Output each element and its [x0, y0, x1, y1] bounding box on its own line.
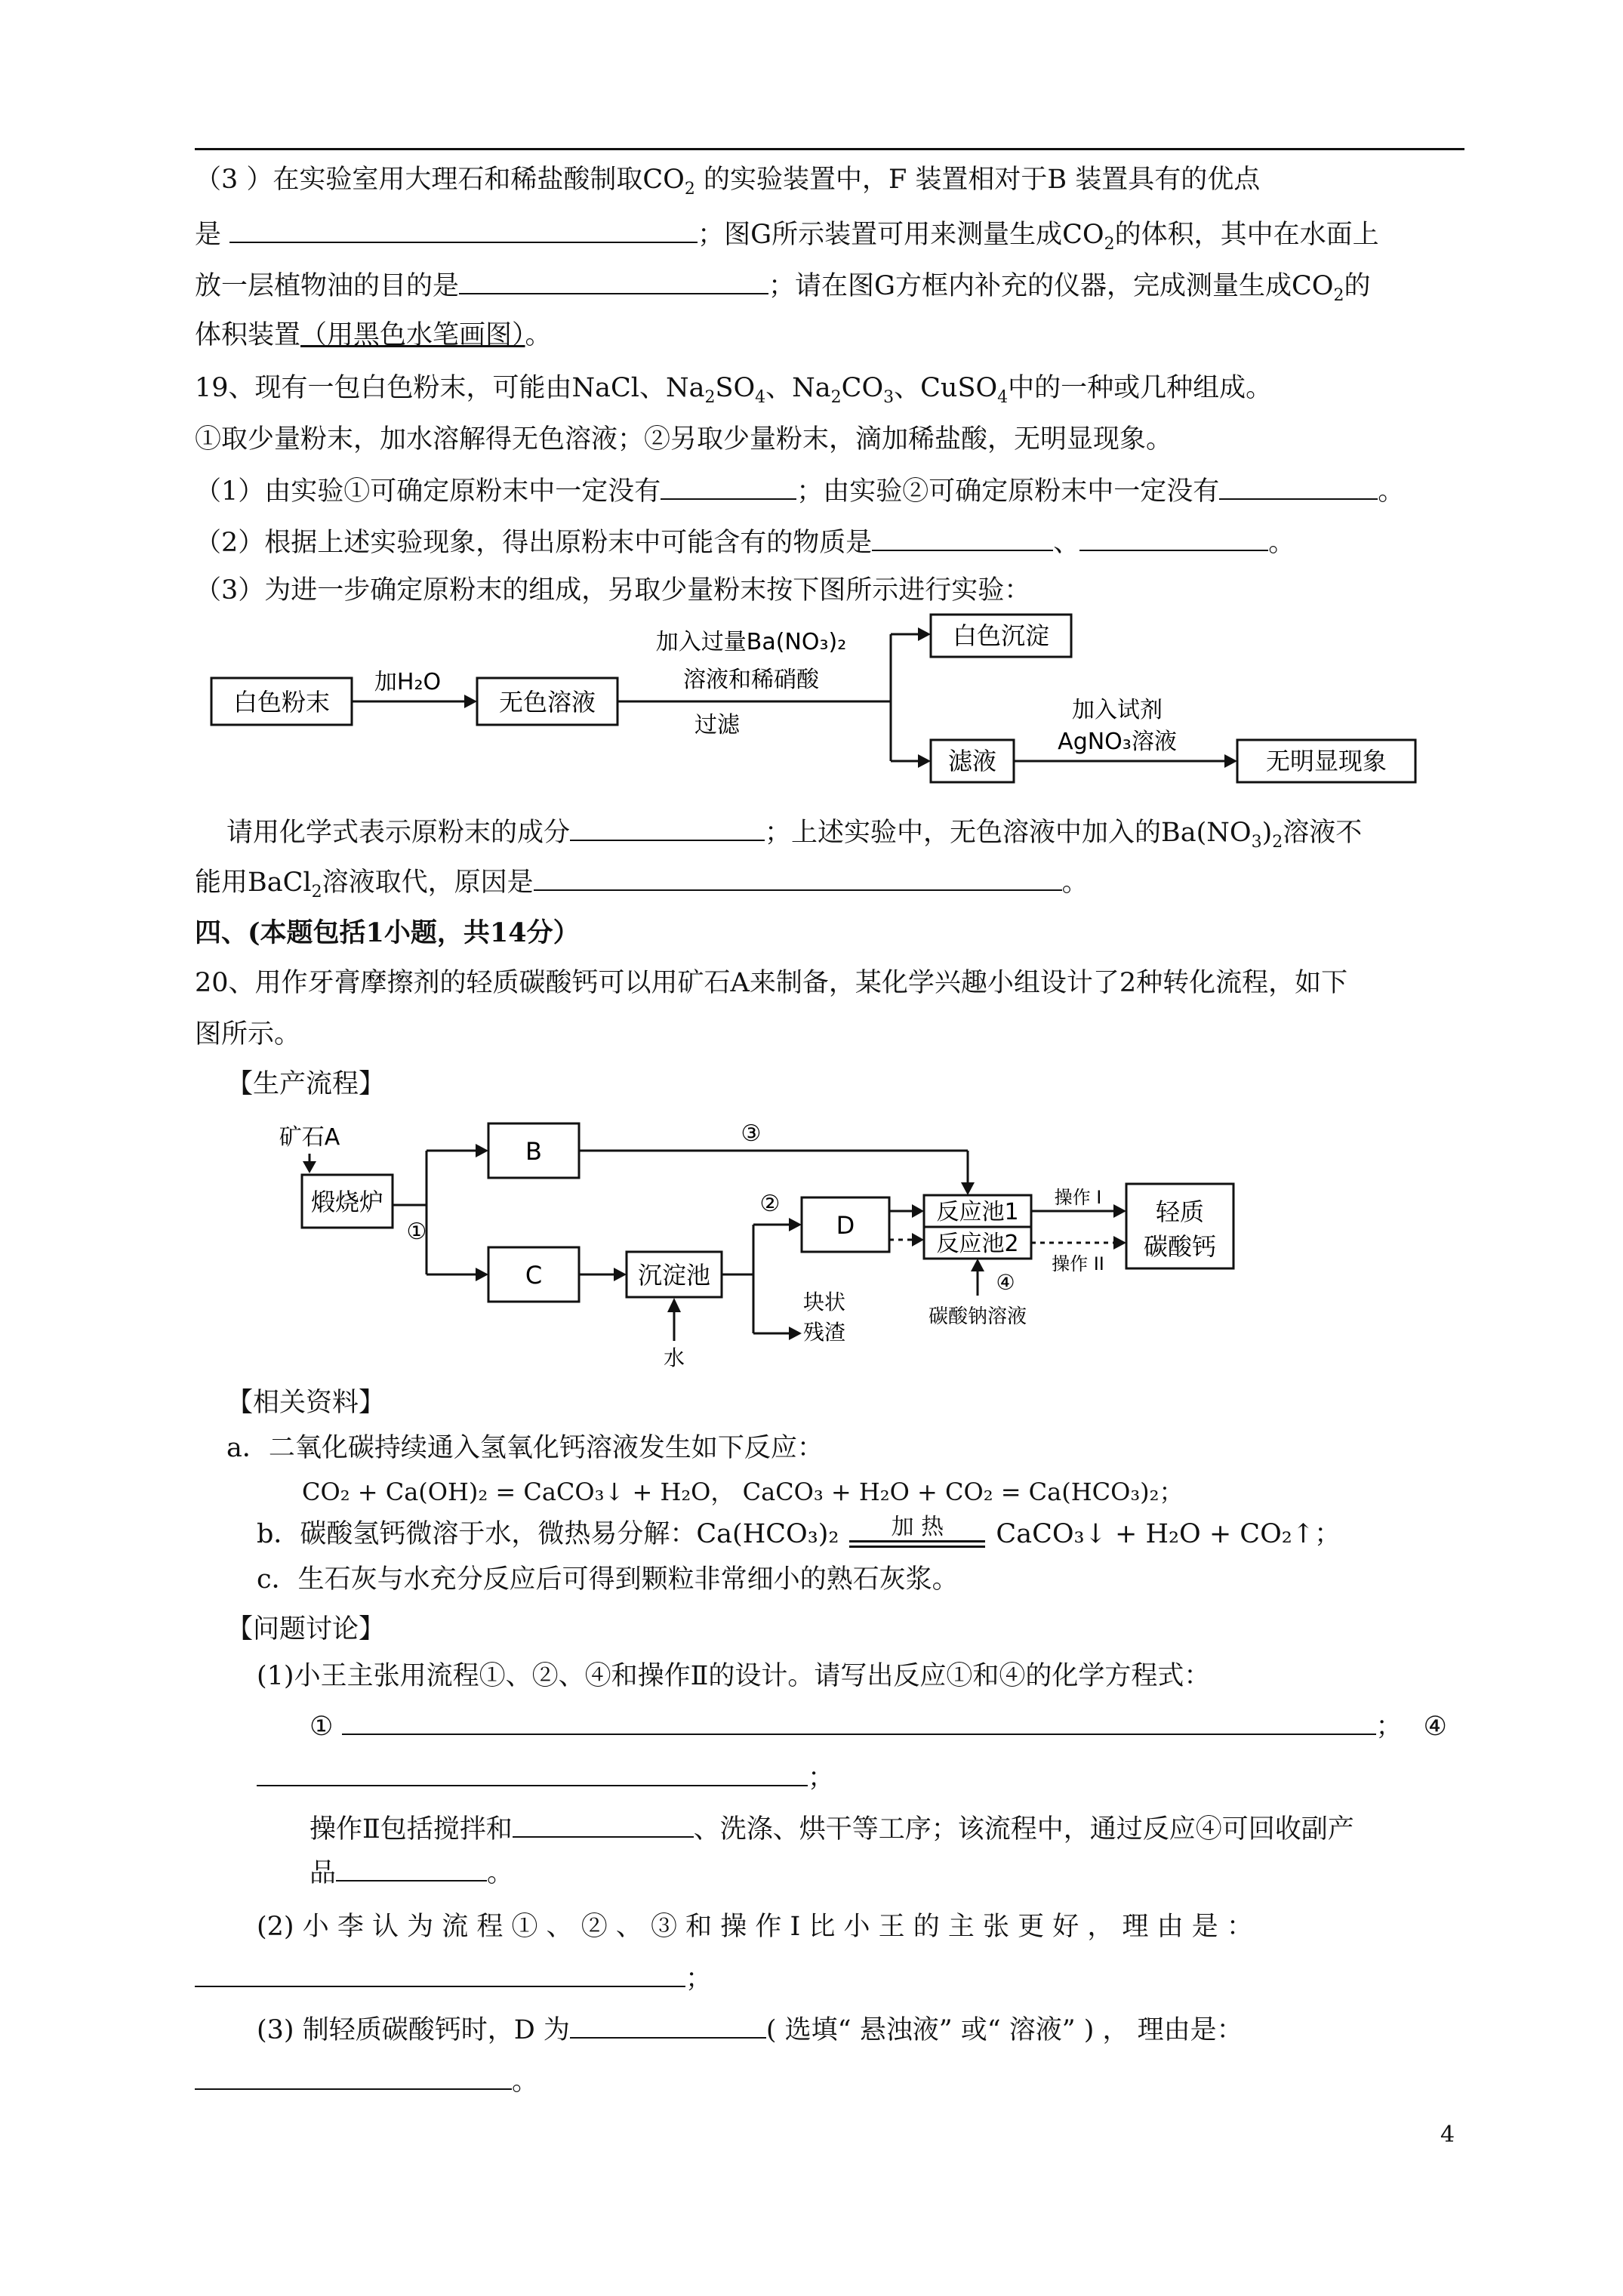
discussion-q3: (3) 制轻质碳酸钙时，D 为 ( 选填“ 悬浊液” 或“ 溶液” ) ， 理由是：	[257, 2008, 1526, 2050]
header-rule	[195, 148, 1464, 150]
flow2-to-D-arrowhead	[789, 1218, 802, 1231]
flow2-step1-label: ①	[406, 1219, 427, 1245]
flow2-path3-arrowhead	[961, 1182, 975, 1195]
flow2-to-C-arrowhead	[476, 1268, 488, 1281]
answer-blank-q3b[interactable]	[195, 2060, 512, 2090]
flow2-step4-label: ④	[996, 1270, 1015, 1295]
q18-3-line2: 是 ；图G所示装置可用来测量生成$CO_2$的体积，其中在水面上	[195, 213, 1464, 264]
q18-3-line4: 体积装置（用黑色水笔画图）。	[195, 320, 552, 350]
flow2-water-label: 水	[663, 1345, 685, 1370]
flow2-pool-label: 沉淀池	[637, 1261, 711, 1290]
discussion-q2-answer: ；	[195, 1957, 1464, 1999]
answer-blank-q2[interactable]	[195, 1957, 685, 1987]
discussion-q2: (2) 小 李 认 为 流 程 ① 、 ② 、 ③ 和 操 作 I 比 小 王 的 主 张 更 好 ， 理 由 是 ：	[257, 1912, 1253, 1942]
flow1-arrowhead-bottom	[918, 754, 931, 768]
answer-blank-19-2b[interactable]	[1079, 521, 1268, 551]
flow2-reactor1-label: 反应池1	[936, 1199, 1019, 1225]
info-c: c．生石灰与水充分反应后可得到颗粒非常细小的熟石灰浆。	[257, 1564, 959, 1595]
flow2-D-to-r2-arrowhead	[912, 1233, 924, 1247]
discussion-title: 【问题讨论】	[226, 1614, 386, 1644]
flow2-C-label: C	[525, 1261, 543, 1290]
flow2-to-B-arrowhead	[476, 1144, 488, 1157]
flow-diagram-1	[204, 612, 1449, 785]
flow2-step3-label: ③	[741, 1120, 762, 1147]
flow1-box4-label: 滤液	[947, 747, 997, 775]
flow2-op2-arrowhead	[1113, 1236, 1126, 1250]
page-number: 4	[1440, 2122, 1455, 2148]
q18-3-line3: 放一层植物油的目的是 ；请在图G方框内补充的仪器，完成测量生成$CO_2$的	[195, 264, 1464, 316]
flow1-box2-label: 无色溶液	[498, 688, 596, 717]
flow2-op2-label: 操作 II	[1052, 1253, 1104, 1274]
answer-blank-19-1a[interactable]	[661, 470, 796, 500]
flow2-D-to-r1-arrowhead	[912, 1204, 924, 1218]
answer-blank-oil-purpose[interactable]	[459, 264, 768, 294]
flow2-residue-label1: 块状	[802, 1290, 846, 1314]
flow2-op1-arrowhead	[1113, 1204, 1126, 1218]
flow2-product-label2: 碳酸钙	[1143, 1232, 1217, 1261]
q19-3: （3）为进一步确定原粉末的组成，另取少量粉末按下图所示进行实验：	[195, 575, 1031, 606]
flow2-step2-label: ②	[759, 1191, 781, 1217]
info-b: b．碳酸氢钙微溶于水，微热易分解：Ca(HCO₃)₂ 加 热 CaCO₃↓ + H₂O + CO₂↑；	[257, 1514, 1341, 1549]
flow2-product-label1: 轻质	[1155, 1197, 1205, 1226]
flow2-na2co3-arrowhead	[971, 1259, 984, 1271]
q19-1: （1）由实验①可确定原粉末中一定没有 ；由实验②可确定原粉末中一定没有 。	[195, 470, 1464, 511]
flow2-na2co3-label: 碳酸钠溶液	[928, 1305, 1027, 1328]
discussion-q1: (1)小王主张用流程①、②、④和操作Ⅱ的设计。请写出反应①和④的化学方程式：	[257, 1661, 1211, 1691]
flow1-arrow2-label2: 溶液和稀硝酸	[683, 667, 819, 693]
q19-stem: 19、现有一包白色粉末，可能由NaCl、$Na_2SO_4$、$Na_2CO_3$、CuSO$_4$中的一种或几种组成。	[195, 373, 1273, 407]
discussion-q1-op2: 操作Ⅱ包括搅拌和 、洗涤、烘干等工序；该流程中，通过反应④可回收副产	[310, 1808, 1464, 1849]
answer-blank-eq4[interactable]	[257, 1756, 808, 1786]
flow2-residue-label2: 残渣	[802, 1320, 846, 1345]
production-flow-title: 【生产流程】	[226, 1069, 386, 1099]
info-equation-1: CO₂ + Ca(OH)₂ = CaCO₃↓ + H₂O， CaCO₃ + H₂O + CO₂ = Ca(HCO₃)₂；	[302, 1478, 1184, 1506]
answer-blank-eq1[interactable]	[342, 1705, 1376, 1735]
answer-blank-op2[interactable]	[513, 1808, 694, 1838]
q20-stem-line2: 图所示。	[195, 1019, 301, 1049]
info-title: 【相关资料】	[226, 1388, 386, 1418]
flow2-C-to-pool-arrowhead	[614, 1268, 627, 1281]
flow1-arrow2-label3: 过滤	[694, 712, 740, 738]
flow1-arrowhead1	[464, 695, 477, 708]
flow2-water-arrowhead	[667, 1298, 681, 1312]
answer-blank-q3a[interactable]	[570, 2008, 766, 2039]
flow2-ore-label: 矿石A	[279, 1124, 340, 1151]
answer-blank-19-2a[interactable]	[872, 521, 1053, 551]
answer-blank-19-3b[interactable]	[534, 861, 1062, 891]
section-4-heading: 四、(本题包括1小题，共14分）	[195, 917, 580, 948]
flow1-box3-label: 白色沉淀	[952, 621, 1050, 650]
heat-condition: 加 热	[891, 1514, 944, 1540]
flow1-arrow1-label: 加H₂O	[374, 669, 442, 695]
q19-2: （2）根据上述实验现象，得出原粉末中可能含有的物质是 、 。	[195, 521, 1464, 562]
flow2-ore-arrowhead	[303, 1161, 316, 1173]
discussion-q1-eq4: ；	[257, 1756, 1464, 1798]
flow1-arrow3-label1: 加入试剂	[1072, 697, 1163, 723]
answer-blank-byproduct[interactable]	[336, 1851, 487, 1881]
info-a: a．二氧化碳持续通入氢氧化钙溶液发生如下反应：	[226, 1433, 824, 1463]
flow1-arrow3-label2: AgNO₃溶液	[1058, 729, 1177, 755]
q19-3-answer-line1: 请用化学式表示原粉末的成分 ；上述实验中，无色溶液中加入的$Ba(NO_3)_2$溶液不	[226, 811, 1496, 862]
q20-stem-line1: 20、用作牙膏摩擦剂的轻质碳酸钙可以用矿石A来制备，某化学兴趣小组设计了2种转化流程，如下	[195, 968, 1348, 998]
discussion-q1-answers: ① ； ④	[310, 1705, 1464, 1746]
flow2-D-label: D	[836, 1211, 855, 1240]
flow2-furnace-label: 煅烧炉	[310, 1188, 384, 1216]
answer-blank-advantage[interactable]	[229, 213, 698, 243]
q19-3-answer-line2: 能用BaCl$_2$溶液取代，原因是 。	[195, 861, 1464, 912]
flow1-box1-label: 白色粉末	[233, 688, 331, 717]
discussion-q3-answer: 。	[195, 2060, 1464, 2101]
flow1-arrow2-label1: 加入过量Ba(NO₃)₂	[655, 629, 847, 655]
q18-3-line1: （3 ）在实验室用大理石和稀盐酸制取$CO_2$ 的实验装置中，F 装置相对于B 装置具有的优点	[195, 165, 1261, 199]
flow2-op1-label: 操作 I	[1054, 1187, 1102, 1208]
flow-diagram-2	[249, 1114, 1306, 1379]
flow1-arrowhead-top	[918, 627, 931, 641]
q19-experiments: ①取少量粉末，加水溶解得无色溶液；②另取少量粉末，滴加稀盐酸，无明显现象。	[195, 424, 1173, 455]
answer-blank-19-1b[interactable]	[1219, 470, 1378, 500]
flow2-B-label: B	[525, 1137, 542, 1166]
equals-sign-long	[849, 1540, 985, 1548]
flow2-reactor2-label: 反应池2	[936, 1231, 1019, 1257]
answer-blank-19-3a[interactable]	[570, 811, 765, 841]
flow1-arrowhead3	[1224, 754, 1237, 768]
flow2-to-residue-arrowhead	[789, 1327, 802, 1340]
discussion-q1-byproduct: 品 。	[310, 1851, 1464, 1893]
flow1-box5-label: 无明显现象	[1265, 747, 1387, 775]
